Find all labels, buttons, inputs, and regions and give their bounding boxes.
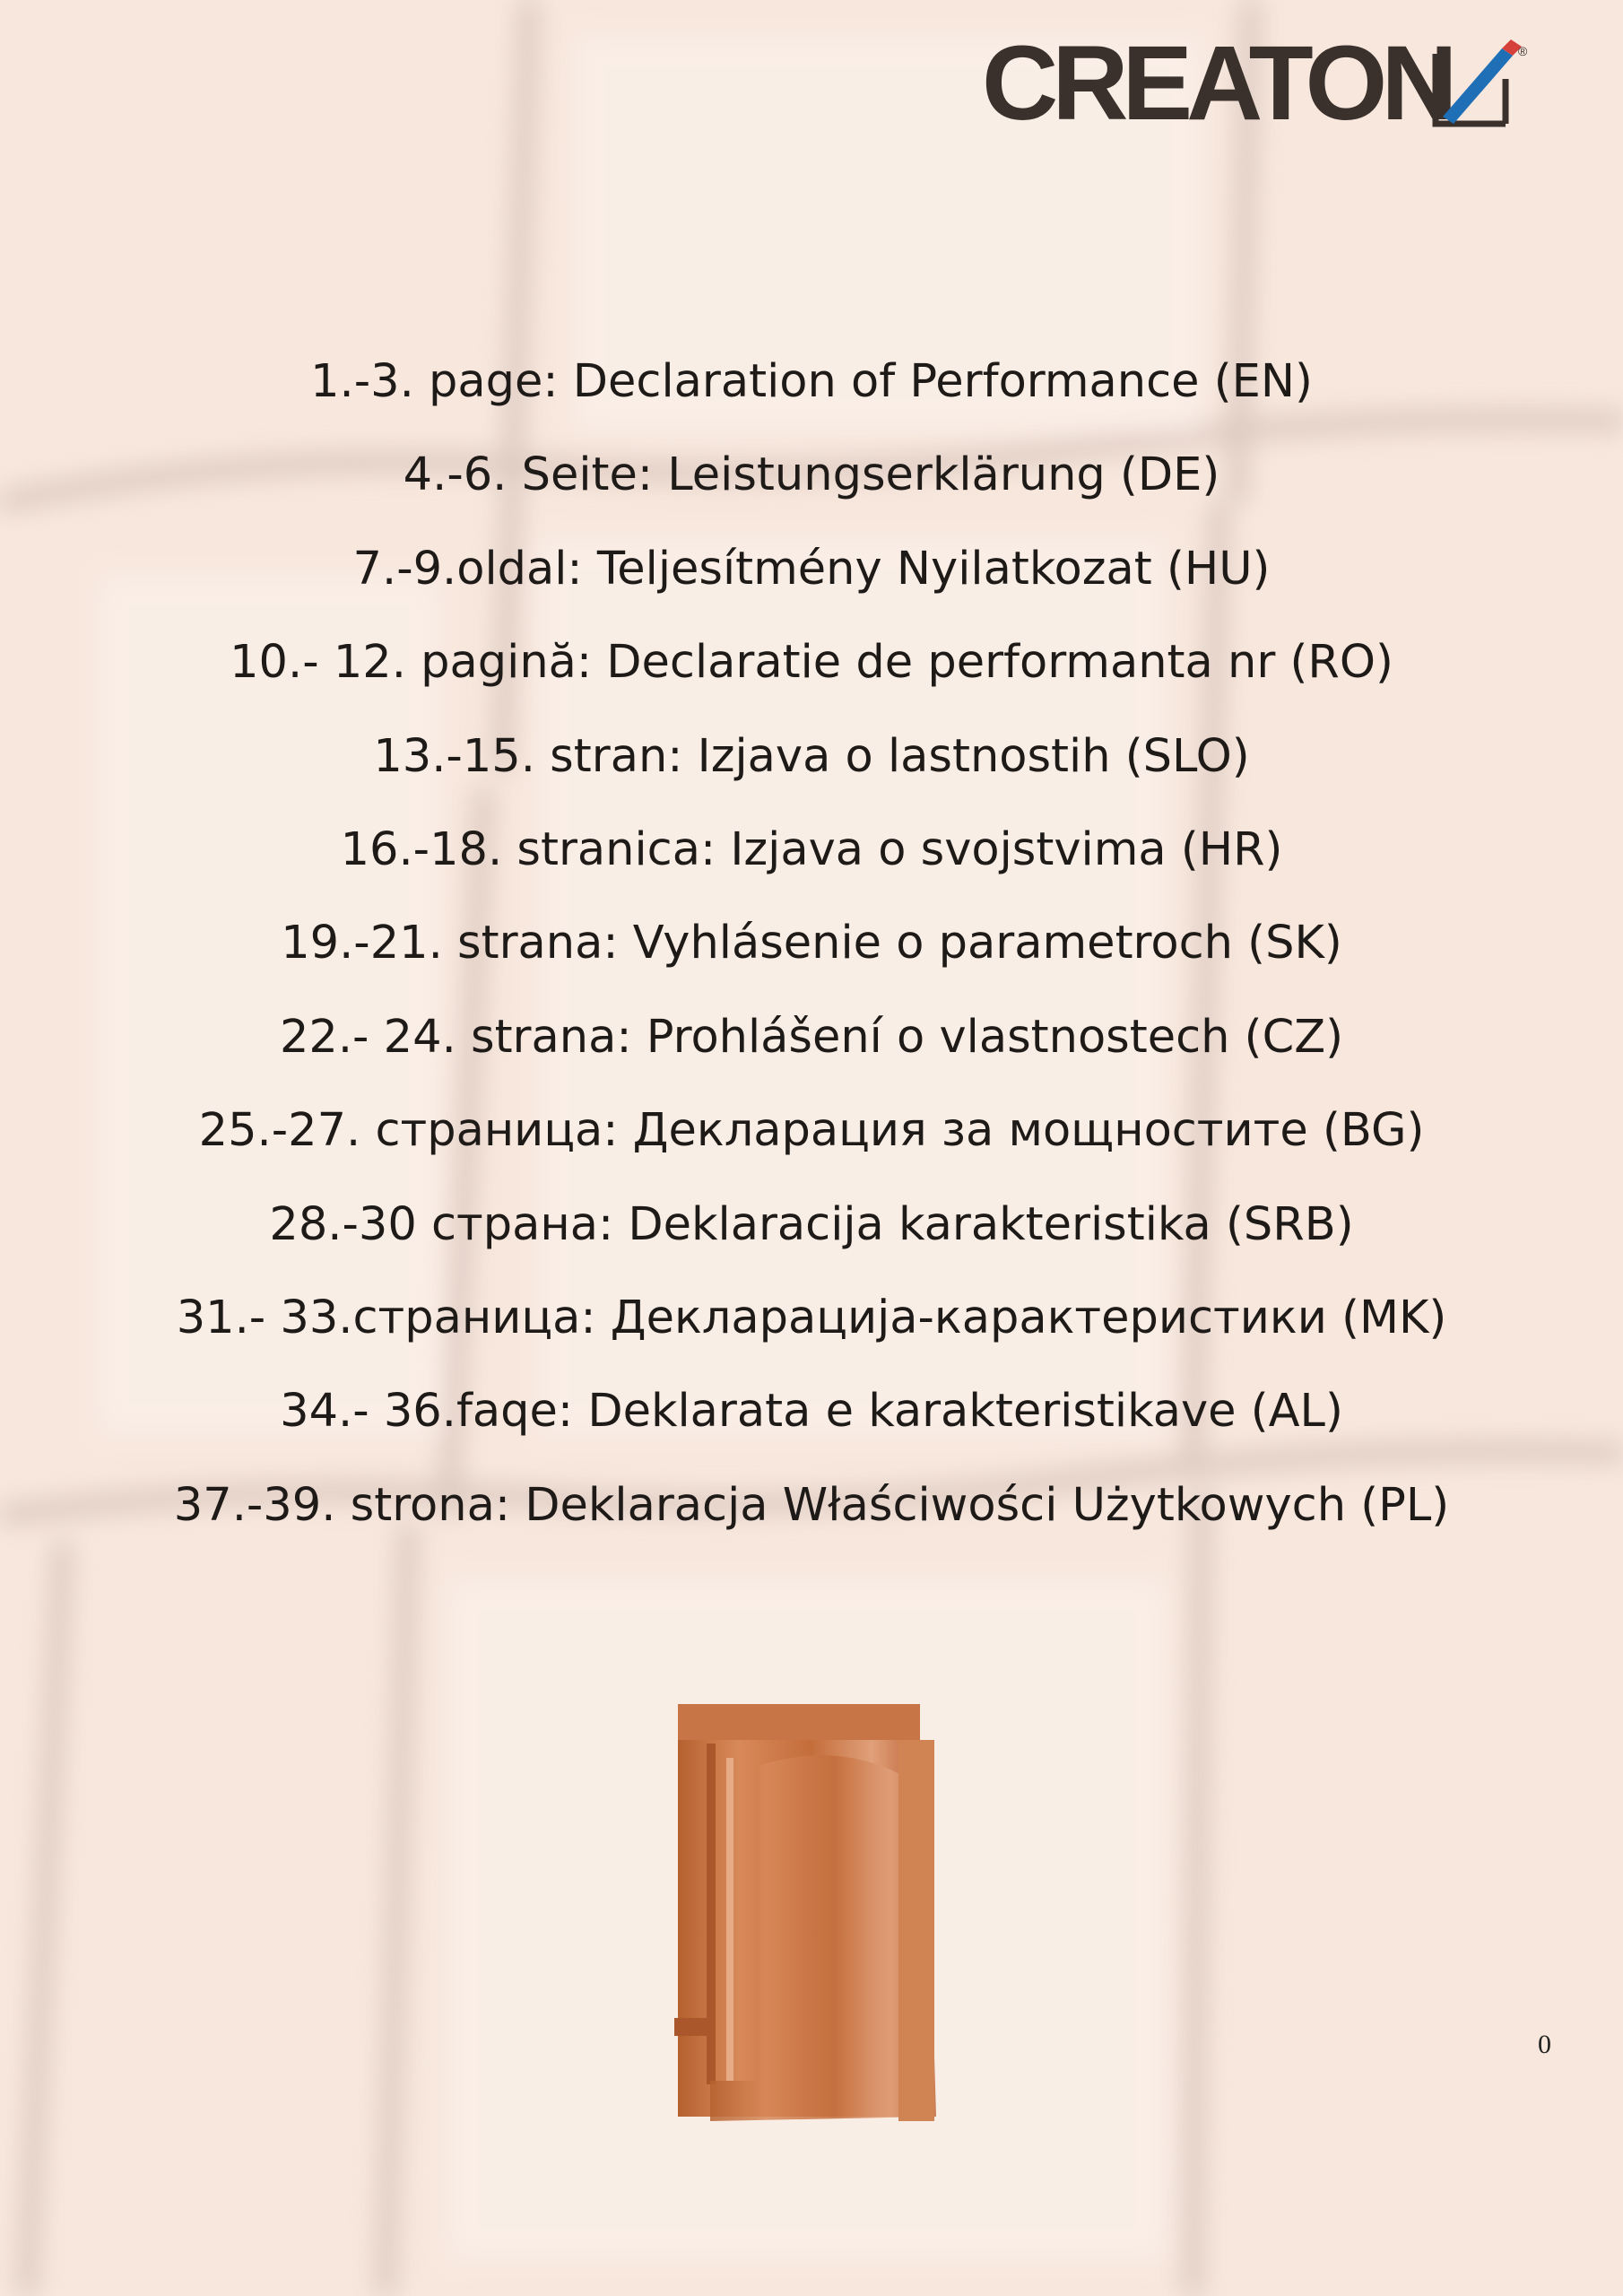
toc-item-hu: 7.-9.oldal: Teljesítmény Nyilatkozat (HU) — [352, 542, 1271, 596]
roof-tile-image — [674, 1704, 945, 2121]
toc-item-pl: 37.-39. strona: Deklaracja Właściwości Użytkowych (PL) — [173, 1478, 1450, 1532]
toc-item-ro: 10.- 12. pagină: Declaratie de performanta nr (RO) — [230, 636, 1393, 690]
registered-mark: ® — [1518, 44, 1528, 58]
creaton-logo — [982, 24, 1531, 143]
pencil-square-icon — [1430, 38, 1531, 129]
toc-item-de: 4.-6. Seite: Leistungserklärung (DE) — [403, 448, 1220, 502]
page-number: 0 — [1538, 2030, 1551, 2059]
toc-item-mk: 31.- 33.страница: Декларација-карактеристики (MK) — [176, 1291, 1447, 1344]
toc-item-slo: 13.-15. stran: Izjava o lastnostih (SLO) — [373, 729, 1250, 783]
toc-item-srb: 28.-30 страна: Deklaracija karakteristika (SRB) — [269, 1197, 1354, 1251]
toc-item-al: 34.- 36.faqe: Deklarata e karakteristikave (AL) — [280, 1385, 1343, 1439]
toc-item-sk: 19.-21. strana: Vyhlásenie o parametroch (SK) — [281, 917, 1342, 970]
toc-item-hr: 16.-18. stranica: Izjava o svojstvima (HR) — [340, 822, 1283, 876]
table-of-contents — [0, 339, 1623, 1556]
toc-item-bg: 25.-27. страница: Декларация за мощностите (BG) — [198, 1104, 1425, 1158]
toc-item-cz: 22.- 24. strana: Prohlášení o vlastnostech (CZ) — [279, 1010, 1344, 1064]
toc-item-en: 1.-3. page: Declaration of Performance (EN) — [310, 355, 1313, 408]
logo-wordmark: CREATON — [982, 24, 1452, 143]
